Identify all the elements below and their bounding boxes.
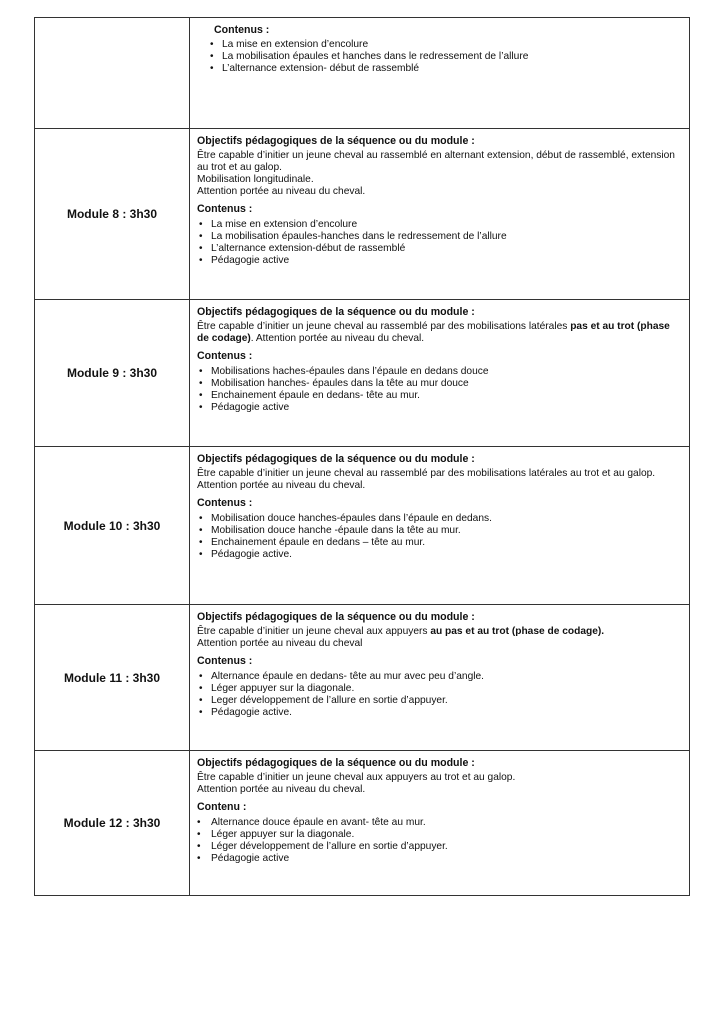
objectives-heading: Objectifs pédagogiques de la séquence ou du module : [197, 306, 475, 318]
list-item: • Pédagogie active. [197, 549, 683, 561]
list-item: • Pédagogie active [197, 402, 683, 414]
table-row [35, 129, 690, 300]
list-item: • Pédagogie active [191, 853, 683, 865]
list-item: • La mise en extension d’encolure [208, 39, 683, 51]
objective-text: Attention portée au niveau du cheval [197, 638, 363, 649]
contents-heading: Contenus : [197, 655, 253, 667]
objectives-heading: Objectifs pédagogiques de la séquence ou du module : [197, 611, 475, 623]
table-row [35, 751, 690, 896]
module-label: Module 8 : 3h30 [35, 129, 190, 300]
objective-text: Être capable d’initier un jeune cheval au rassemblé par des mobilisations latérales au trot et au galop. [197, 468, 656, 479]
module-label: Module 10 : 3h30 [35, 447, 190, 605]
objectives-heading: Objectifs pédagogiques de la séquence ou du module : [197, 135, 475, 147]
list-item: • L’alternance extension-début de rassemblé [197, 243, 683, 255]
list-item: • La mobilisation épaules et hanches dans le redressement de l’allure [208, 51, 683, 63]
content-cell [190, 751, 690, 896]
content-cell [190, 447, 690, 605]
module-label: Module 9 : 3h30 [35, 300, 190, 447]
list-item: • Léger appuyer sur la diagonale. [191, 829, 683, 841]
list-item: • Mobilisations haches-épaules dans l’épaule en dedans douce [197, 366, 683, 378]
list-item: • L’alternance extension- début de rassemblé [208, 63, 683, 75]
objective-text: Attention portée au niveau du cheval. [197, 480, 366, 491]
content-cell [190, 300, 690, 447]
objective-text: Être capable d’initier un jeune cheval aux appuyers au pas et au trot (phase de codage). [197, 626, 605, 637]
objective-text: Être capable d’initier un jeune cheval au rassemblé en alternant extension, début de rassemblé, extension au trot et au galop. [197, 150, 675, 173]
list-item: • La mobilisation épaules-hanches dans le redressement de l’allure [197, 231, 683, 243]
contents-heading: Contenus : [197, 350, 253, 362]
objective-text: Mobilisation longitudinale. [197, 174, 314, 185]
list-item: • Pédagogie active. [197, 707, 683, 719]
objective-text: Être capable d’initier un jeune cheval aux appuyers au trot et au galop. [197, 772, 516, 783]
table-row [35, 18, 690, 129]
modules-table [34, 17, 690, 896]
objectives-heading: Objectifs pédagogiques de la séquence ou du module : [197, 453, 475, 465]
list-item: • Léger développement de l’allure en sortie d’appuyer. [191, 841, 683, 853]
objective-emphasis: pas et au trot (phase de codage) [197, 321, 670, 344]
table-row [35, 300, 690, 447]
contents-heading: Contenus : [197, 497, 253, 509]
contents-list [208, 39, 683, 75]
contents-list [191, 817, 683, 865]
list-item: • Leger développement de l’allure en sortie d’appuyer. [197, 695, 683, 707]
list-item: • La mise en extension d’encolure [197, 219, 683, 231]
content-cell [190, 605, 690, 751]
objective-text: Attention portée au niveau du cheval. [197, 784, 366, 795]
objectives-heading: Objectifs pédagogiques de la séquence ou du module : [197, 757, 475, 769]
objective-emphasis: au pas et au trot (phase de codage). [430, 626, 605, 637]
list-item: • Mobilisation hanches- épaules dans la tête au mur douce [197, 378, 683, 390]
module-label: Module 12 : 3h30 [35, 751, 190, 896]
list-item: • Pédagogie active [197, 255, 683, 267]
contents-heading: Contenus : [197, 203, 253, 215]
list-item: • Alternance épaule en dedans- tête au mur avec peu d’angle. [197, 671, 683, 683]
table-row [35, 605, 690, 751]
content-cell [190, 18, 690, 129]
list-item: • Mobilisation douce hanches-épaules dans l’épaule en dedans. [197, 513, 683, 525]
contents-list [197, 219, 683, 267]
list-item: • Mobilisation douce hanche -épaule dans la tête au mur. [197, 525, 683, 537]
content-cell [190, 129, 690, 300]
module-cell [35, 18, 190, 129]
list-item: • Léger appuyer sur la diagonale. [197, 683, 683, 695]
objective-text: Attention portée au niveau du cheval. [197, 186, 366, 197]
contents-list [197, 671, 683, 719]
list-item: • Enchainement épaule en dedans- tête au mur. [197, 390, 683, 402]
table-row [35, 447, 690, 605]
module-label: Module 11 : 3h30 [35, 605, 190, 751]
contents-heading: Contenus : [214, 24, 270, 36]
list-item: • Alternance douce épaule en avant- tête au mur. [191, 817, 683, 829]
list-item: • Enchainement épaule en dedans – tête au mur. [197, 537, 683, 549]
objective-text: Être capable d’initier un jeune cheval au rassemblé par des mobilisations latérales pas et au trot (phase de codage). Attention portée au niveau du cheval. [197, 321, 670, 344]
contents-list [197, 366, 683, 414]
contents-list [197, 513, 683, 561]
contents-heading: Contenu : [197, 801, 247, 813]
